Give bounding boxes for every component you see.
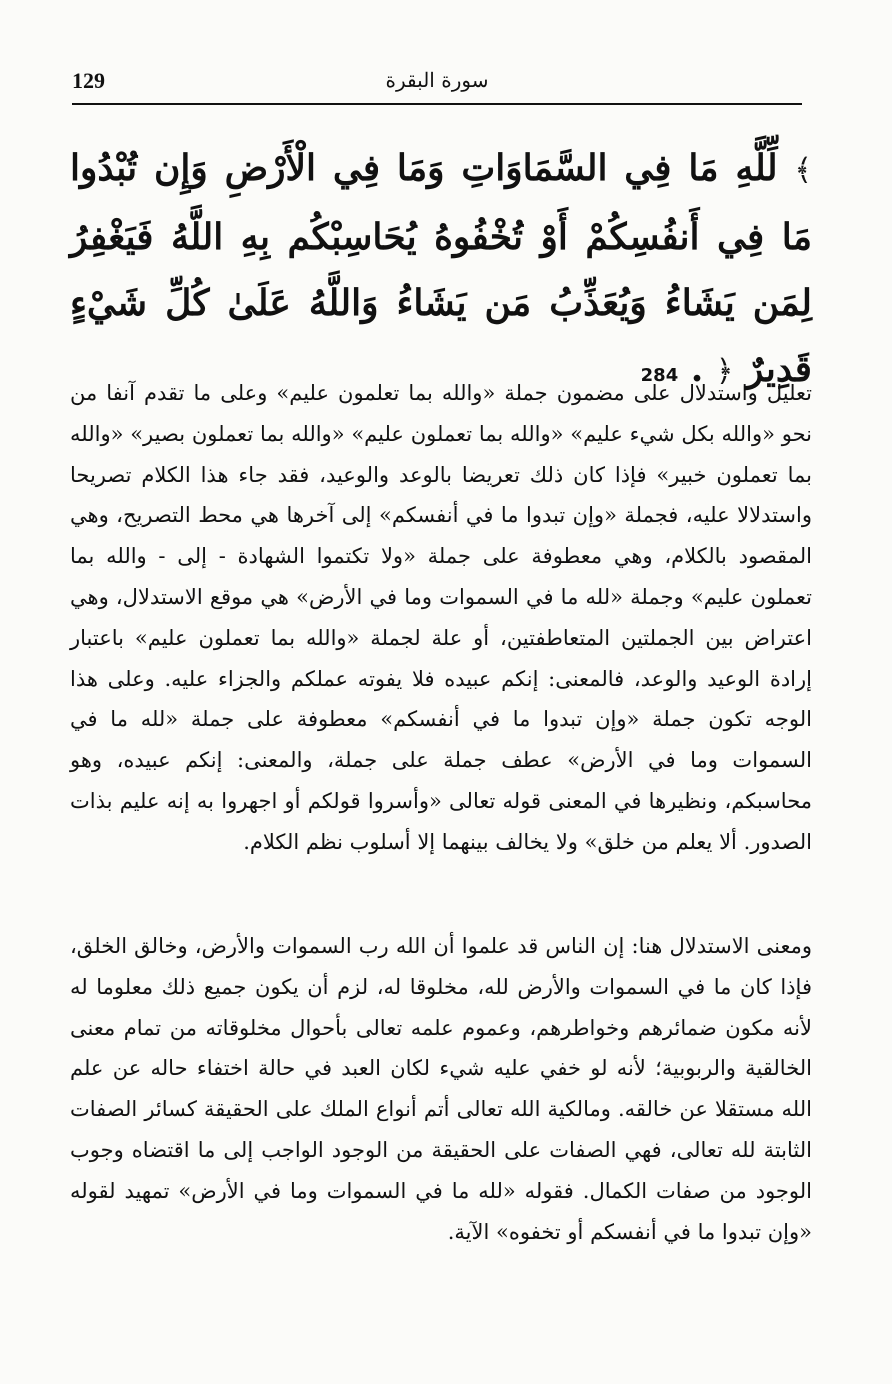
commentary-paragraph-2: ومعنى الاستدلال هنا: إن الناس قد علموا أن الله رب السموات والأرض، وخالق الخلق، فإذا كان ما في السموات والأرض لله، مخلوقا له، لزم أن يكون جميع ذلك معلوما له لأنه مكون ضمائرهم وخواطرهم، وعموم علمه تعالى بأحوال مخلوقاته من تمام معنى الخالقية والربوبية؛ لأنه لو خفي عليه شيء لكان العبد في حالة اختفاء حاله عن علم الله مستقلا عن خالقه. ومالكية الله تعالى أتم أنواع الملك على الحقيقة كسائر الصفات الثابتة لله تعالى، فهي الصفات على الحقيقة من الوجود الواجب إلى ما اقتضاه وجوب الوجود من صفات الكمال. فقوله «لله ما في السموات وما في الأرض» تمهيد لقوله «وإن تبدوا ما في أنفسكم أو تخفوه» الآية. xyxy=(70,934,812,1244)
verse-close-ornament: ﴿ xyxy=(715,354,734,389)
verse-open-ornament: ﴾ xyxy=(794,153,812,188)
running-title: سورة البقرة xyxy=(385,68,489,92)
page-number: 129 xyxy=(72,68,105,93)
commentary-paragraph-1: تعليل واستدلال على مضمون جملة «والله بما تعلمون عليم» وعلى ما تقدم آنفا من نحو «والله بكل شيء عليم» «والله بما تعملون عليم» «والله بما تعملون بصير» «والله بما تعملون خبير» فإذا كان ذلك تعريضا بالوعد والوعيد، فقد جاء هذا الكلام تصريحا واستدلالا عليه، فجملة «وإن تبدوا ما في أنفسكم» إلى آخرها هي محط التصريح، وهي المقصود بالكلام، وهي معطوفة على جملة «ولا تكتموا الشهادة - إلى - والله بما تعملون عليم» وجملة «لله ما في السموات وما في الأرض» هي موقع الاستدلال، وهي اعتراض بين الجملتين المتعاطفتين، أو علة لجملة «والله بما تعملون عليم» باعتبار إرادة الوعيد والوعد، فالمعنى: إنكم عبيده فلا يفوته عملكم والجزاء عليه. وعلى هذا الوجه تكون جملة «وإن تبدوا ما في أنفسكم» معطوفة على جملة «لله ما في السموات وما في الأرض» عطف جملة على جملة، والمعنى: إنكم عبيده، وهو محاسبكم، ونظيرها في المعنى قوله تعالى «وأسروا قولكم أو اجهروا به إنه عليم بذات الصدور. ألا يعلم من خلق» ولا يخالف بينهما إلا أسلوب نظم الكلام. xyxy=(70,381,812,854)
quran-verse: ﴾ لِّلَّهِ مَا فِي السَّمَاوَاتِ وَمَا فِي الْأَرْضِ وَإِن تُبْدُوا مَا فِي أَنفُسِكُمْ أَوْ تُخْفُوهُ يُحَاسِبْكُم بِهِ اللَّهُ فَيَغْفِرُ لِمَن يَشَاءُ وَيُعَذِّبُ مَن يَشَاءُ وَاللَّهُ عَلَىٰ كُلِّ شَيْءٍ قَدِيرٌ ﴿ . 284 xyxy=(70,147,812,390)
verse-number: 284 xyxy=(640,365,679,386)
verse-text: لِّلَّهِ مَا فِي السَّمَاوَاتِ وَمَا فِي الْأَرْضِ وَإِن تُبْدُوا مَا فِي أَنفُسِكُمْ أَوْ تُخْفُوهُ يُحَاسِبْكُم بِهِ اللَّهُ فَيَغْفِرُ لِمَن يَشَاءُ وَيُعَذِّبُ مَن يَشَاءُ وَاللَّهُ عَلَىٰ كُلِّ شَيْءٍ قَدِيرٌ xyxy=(70,147,812,390)
header-rule xyxy=(72,103,802,105)
page-header xyxy=(72,58,802,106)
